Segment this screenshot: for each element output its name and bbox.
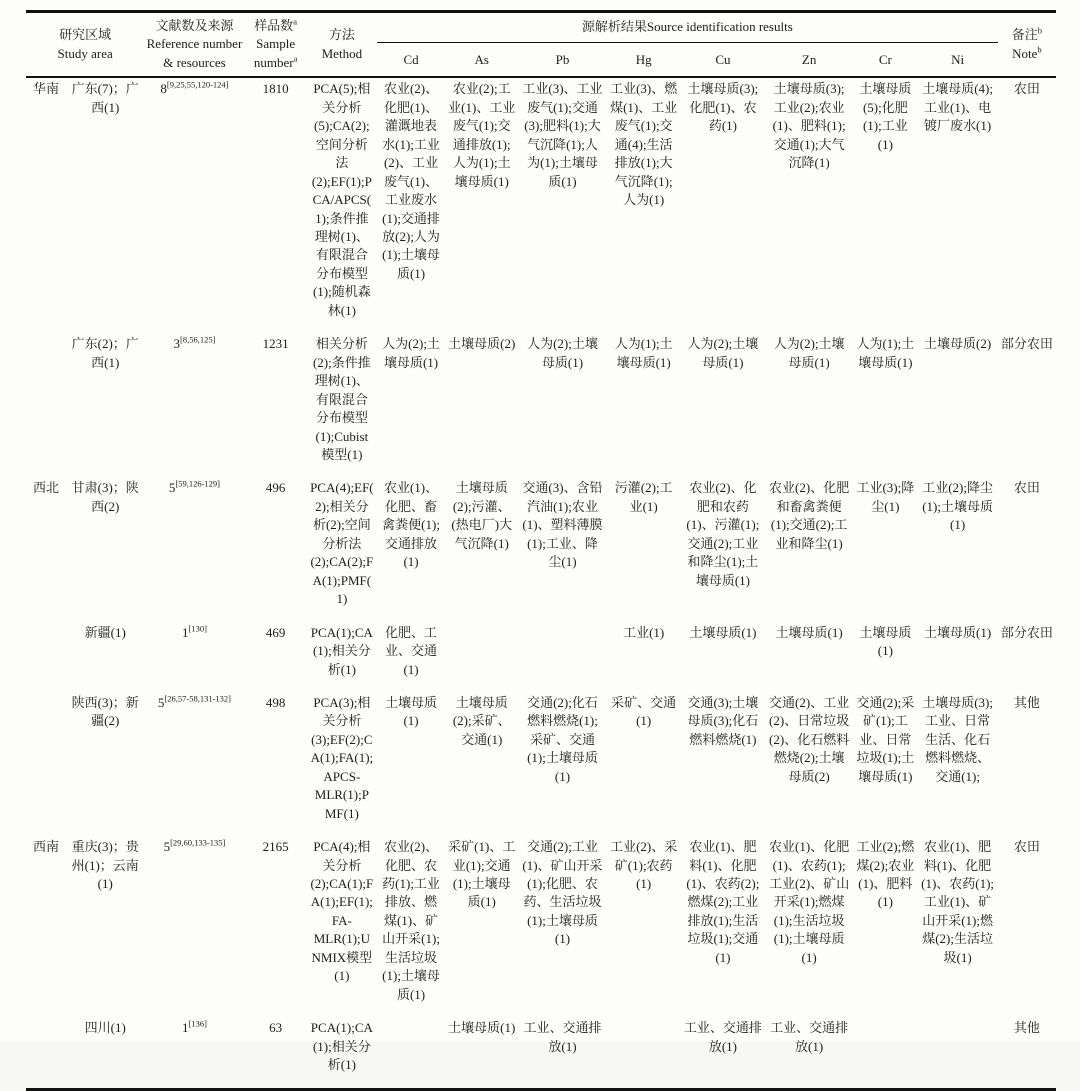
result-cr-cell	[853, 1017, 917, 1089]
region-cell: 华南	[33, 81, 60, 97]
note-cell: 农田	[1013, 81, 1040, 97]
result-zn-cell: 人为(2);土壤母质(1)	[773, 336, 845, 370]
result-cr-cell: 工业(2);燃煤(2);农业(1)、肥料(1)	[856, 839, 915, 910]
reference-citations: [8,56,125]	[180, 334, 216, 345]
study-area-cell: 广东(7)；广西(1)	[71, 81, 139, 115]
sample-count-cell: 2165	[262, 839, 289, 855]
result-as-cell: 土壤母质(2);污灌、(热电厂)大气沉降(1)	[451, 480, 513, 551]
result-cd-cell: 化肥、工业、交通(1)	[385, 624, 438, 677]
table-row	[26, 77, 1056, 333]
note-cell: 部分农田	[1000, 624, 1053, 640]
method-cell: PCA(4);EF(2);相关分析(2);空间分析法(2);CA(2);FA(1);PMF(1)	[310, 480, 374, 607]
sample-count-cell: 1231	[262, 336, 289, 352]
result-pb-cell: 工业(3)、工业废气(1);交通(3);肥料(1);大气沉降(1);人为(1);土壤母质(1)	[522, 81, 603, 189]
table-row	[26, 622, 1056, 692]
result-pb-cell	[518, 622, 606, 692]
result-pb-cell: 工业、交通排放(1)	[523, 1020, 602, 1054]
header-sample-en: Sample number	[253, 36, 296, 70]
result-cu-cell: 农业(1)、肥料(1)、化肥(1)、农药(2);燃煤(2);工业排放(1);生活垃圾(1);交通(1)	[686, 839, 760, 965]
sample-count-cell: 1810	[262, 81, 289, 97]
table-header	[26, 12, 1056, 78]
result-hg-cell	[607, 1017, 681, 1089]
reference-citations: [9,25,55,120-124]	[166, 80, 229, 91]
table-row	[26, 836, 1056, 1017]
result-as-cell	[445, 622, 518, 692]
result-as-cell: 农业(2);工业(1)、工业废气(1);交通排放(1);人为(1);土壤母质(1)	[448, 81, 516, 189]
result-cu-cell: 土壤母质(3);化肥(1)、农药(1)	[687, 81, 759, 134]
footnote-marker-b: b	[1037, 44, 1042, 55]
result-zn-cell: 交通(2)、工业(2)、日常垃圾(2)、化石燃料燃烧(2);土壤母质(2)	[769, 694, 850, 784]
result-cd-cell: 农业(2)、化肥、农药(1);工业排放、燃煤(1)、矿山开采(1);生活垃圾(1);土壤母质(1)	[382, 839, 440, 1002]
result-cr-cell: 人为(1);土壤母质(1)	[856, 336, 915, 370]
reference-citations: [26,57-58,131-132]	[164, 693, 231, 704]
study-area-cell: 广东(2)；广西(1)	[71, 336, 139, 370]
header-method-en: Method	[321, 45, 363, 61]
study-area-cell: 重庆(3)；贵州(1)；云南(1)	[71, 839, 139, 892]
header-element-ni: Ni	[951, 51, 965, 67]
header-element-pb: Pb	[555, 51, 570, 67]
reference-count: 1	[182, 624, 189, 640]
header-reference	[144, 12, 244, 78]
header-reference-zh: 文献数及来源	[155, 18, 234, 33]
note-cell: 其他	[1013, 1020, 1040, 1036]
header-study-area	[26, 12, 144, 78]
method-cell: 相关分析(2);条件推理树(1)、有限混合分布模型(1);Cubist模型(1)	[312, 336, 371, 462]
result-cd-cell: 农业(2)、化肥(1)、灌溉地表水(1);工业(2)、工业废气(1)、工业废水(1);交通排放(2);人为(1);土壤母质(1)	[382, 81, 440, 281]
result-as-cell: 土壤母质(1)	[448, 1020, 516, 1036]
result-pb-cell: 交通(2);化石燃料燃烧(1);采矿、交通(1);土壤母质(1)	[527, 694, 598, 784]
reference-count: 5	[168, 480, 176, 496]
header-element-cr: Cr	[878, 51, 892, 67]
reference-cell	[144, 622, 244, 692]
method-cell: PCA(3);相关分析(3);EF(2);CA(1);FA(1);APCS-MLR(1);PMF(1)	[310, 694, 374, 821]
result-pb-cell: 交通(3)、含铅汽油(1);农业(1)、塑料薄膜(1);工业、降尘(1)	[522, 480, 603, 570]
result-hg-cell: 工业(1)	[623, 624, 665, 640]
result-ni-cell: 土壤母质(3);工业、日常生活、化石燃料燃烧、交通(1);	[922, 694, 993, 784]
note-cell: 部分农田	[1000, 336, 1053, 352]
sample-count-cell: 63	[269, 1020, 283, 1036]
reference-count: 5	[157, 694, 165, 710]
note-cell: 农田	[1013, 480, 1040, 496]
study-area-cell: 四川(1)	[84, 1020, 126, 1036]
result-cu-cell: 交通(3);土壤母质(3);化石燃料燃烧(1)	[687, 694, 759, 747]
footnote-marker-a: a	[293, 53, 298, 64]
result-as-cell: 采矿(1)、工业(1);交通(1);土壤母质(1)	[448, 839, 516, 910]
reference-cell	[144, 836, 244, 1017]
header-element-as: As	[474, 51, 489, 67]
result-cd-cell: 农业(1)、化肥、畜禽粪便(1);交通排放(1)	[382, 480, 440, 570]
header-element-cd: Cd	[403, 51, 419, 67]
reference-cell	[144, 77, 244, 333]
result-hg-cell: 污灌(2);工业(1)	[614, 480, 673, 514]
result-ni-cell: 土壤母质(1)	[924, 624, 992, 640]
header-element-zn: Zn	[801, 51, 817, 67]
reference-count: 3	[173, 336, 180, 352]
result-as-cell: 土壤母质(2)	[448, 336, 516, 352]
result-ni-cell	[917, 1017, 997, 1089]
reference-citations: [130]	[188, 623, 207, 634]
result-cr-cell: 工业(3);降尘(1)	[856, 480, 915, 514]
header-note-zh: 备注	[1011, 27, 1038, 43]
reference-count: 1	[182, 1020, 189, 1036]
result-cr-cell: 交通(2);采矿(1);工业、日常垃圾(1);土壤母质(1)	[856, 694, 915, 784]
result-zn-cell: 土壤母质(1)	[775, 624, 843, 640]
reference-citations: [29,60,133-135]	[170, 837, 226, 848]
result-cu-cell: 工业、交通排放(1)	[683, 1020, 762, 1054]
note-cell: 农田	[1013, 839, 1040, 855]
table-row	[26, 333, 1056, 477]
header-note	[998, 12, 1056, 78]
result-cu-cell: 人为(2);土壤母质(1)	[687, 336, 759, 370]
header-note-en: Note	[1012, 45, 1038, 61]
result-cu-cell: 农业(2)、化肥和农药(1)、污灌(1);交通(2);工业和降尘(1);土壤母质(1)	[686, 480, 760, 588]
region-cell: 西南	[33, 839, 60, 855]
result-zn-cell: 工业、交通排放(1)	[770, 1020, 849, 1054]
result-zn-cell: 土壤母质(3);工业(2);农业(1)、肥料(1);交通(1);大气沉降(1)	[772, 81, 846, 171]
method-cell: PCA(1);CA(1);相关分析(1)	[310, 1020, 373, 1073]
reference-citations: [59,126-129]	[175, 479, 221, 490]
result-ni-cell: 农业(1)、肥料(1)、化肥(1)、农药(1);工业(1)、矿山开采(1);燃煤(2);生活垃圾(1)	[921, 839, 995, 965]
reference-cell	[144, 333, 244, 477]
result-hg-cell: 人为(1);土壤母质(1)	[614, 336, 673, 370]
method-cell: PCA(4);相关分析(2);CA(1);FA(1);EF(1);FA-MLR(1);UNMIX模型(1)	[310, 839, 374, 984]
result-hg-cell: 工业(3)、燃煤(1)、工业废气(1);交通(4);生活排放(1);大气沉降(1);人为(1)	[610, 81, 678, 208]
sample-count-cell: 496	[265, 480, 286, 496]
reference-count: 5	[163, 839, 171, 855]
table-row	[26, 477, 1056, 621]
result-pb-cell: 交通(2);工业(1)、矿山开采(1);化肥、农药、生活垃圾(1);土壤母质(1)	[522, 839, 603, 947]
reference-cell	[144, 477, 244, 621]
study-area-cell: 陕西(3)；新疆(2)	[71, 694, 139, 729]
result-ni-cell: 工业(2);降尘(1);土壤母质(1)	[922, 480, 993, 533]
study-area-cell: 甘肃(3)；陕西(2)	[71, 480, 139, 514]
result-cr-cell: 土壤母质(1)	[859, 624, 912, 659]
reference-cell	[144, 1017, 244, 1089]
method-cell: PCA(5);相关分析(5);CA(2);空间分析法(2);EF(1);PCA/APCS(1);条件推理树(1)、有限混合分布模型(1);随机森林(1)	[311, 81, 372, 318]
sample-count-cell: 469	[265, 624, 286, 640]
result-zn-cell: 农业(1)、化肥(1)、农药(1);工业(2)、矿山开采(1);燃煤(1);生活垃圾(1);土壤母质(1)	[769, 839, 850, 965]
reference-citations: [136]	[188, 1018, 207, 1029]
result-cr-cell: 土壤母质(5);化肥(1);工业(1)	[859, 81, 912, 152]
header-sample-number	[245, 12, 307, 78]
header-method	[307, 12, 377, 78]
header-reference-en: Reference number & resources	[146, 36, 243, 70]
method-cell: PCA(1);CA(1);相关分析(1)	[310, 624, 373, 677]
sample-count-cell: 498	[265, 694, 286, 710]
reference-count: 8	[160, 81, 167, 97]
footnote-marker-a: a	[293, 16, 298, 27]
footnote-marker-b: b	[1037, 25, 1042, 36]
result-zn-cell: 农业(2)、化肥和畜禽粪便(1);交通(2);工业和降尘(1)	[769, 480, 850, 551]
result-hg-cell: 工业(2)、采矿(1);农药(1)	[610, 839, 678, 892]
result-cd-cell: 人为(2);土壤母质(1)	[382, 336, 440, 370]
result-cd-cell: 土壤母质(1)	[385, 694, 438, 729]
result-hg-cell: 采矿、交通(1)	[611, 694, 677, 729]
table-row	[26, 1017, 1056, 1089]
result-as-cell: 土壤母质(2);采矿、交通(1)	[452, 694, 511, 747]
header-method-zh: 方法	[328, 27, 355, 43]
region-cell: 西北	[33, 480, 60, 496]
header-sample-zh: 样品数	[254, 18, 294, 33]
result-ni-cell: 土壤母质(4);工业(1)、电镀厂废水(1)	[922, 81, 993, 134]
result-ni-cell: 土壤母质(2)	[924, 336, 992, 352]
source-identification-table	[26, 10, 1056, 1091]
table-row	[26, 692, 1056, 836]
note-cell: 其他	[1013, 694, 1040, 710]
header-study-area-en: Study area	[57, 45, 113, 61]
header-element-cu: Cu	[715, 51, 731, 67]
result-cd-cell	[377, 1017, 445, 1089]
header-study-area-zh: 研究区域	[59, 27, 112, 43]
reference-cell	[144, 692, 244, 836]
result-pb-cell: 人为(2);土壤母质(1)	[527, 336, 598, 370]
header-source-results: 源解析结果Source identification results	[377, 12, 998, 43]
result-cu-cell: 土壤母质(1)	[689, 624, 757, 640]
header-element-hg: Hg	[635, 51, 652, 67]
study-area-cell: 新疆(1)	[84, 624, 126, 640]
